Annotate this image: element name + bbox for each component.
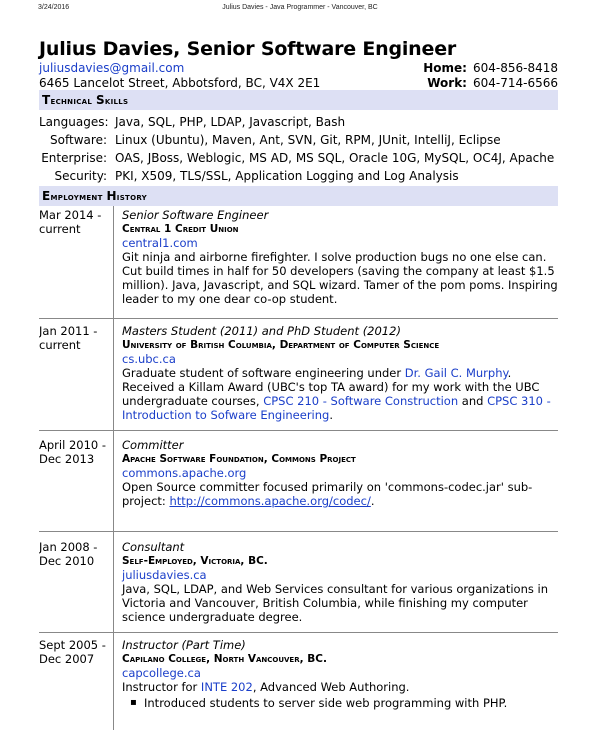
column-divider <box>113 206 114 730</box>
skill-row: Languages: Java, SQL, PHP, LDAP, Javascript, Bash <box>39 115 346 129</box>
job-url[interactable]: commons.apache.org <box>122 466 247 480</box>
technical-skills-heading: Technical Skills <box>39 90 558 110</box>
job-dates: April 2010 - Dec 2013 <box>39 438 107 466</box>
job-url[interactable]: cs.ubc.ca <box>122 352 176 366</box>
job-dates: Jan 2008 - Dec 2010 <box>39 540 98 568</box>
job-org: Central 1 Credit Union <box>122 223 239 235</box>
work-label: Work: <box>427 76 467 90</box>
skill-row: Enterprise: OAS, JBoss, Weblogic, MS AD, MS SQL, Oracle 10G, MySQL, OC4J, Apache <box>41 151 555 165</box>
work-phone: 604-714-6566 <box>472 76 558 90</box>
contact-right <box>423 61 558 91</box>
skills-list <box>39 113 554 185</box>
job-description: Instructor for INTE 202, Advanced Web Authoring. <box>122 680 410 694</box>
job-title: Instructor (Part Time) <box>122 638 246 652</box>
job-url[interactable]: capcollege.ca <box>122 666 201 680</box>
entry-separator <box>39 318 558 319</box>
job-title: Senior Software Engineer <box>122 208 269 222</box>
job-dates: Mar 2014 - current <box>39 208 102 236</box>
course-link-cpsc310[interactable]: CPSC 310 - Introduction to Sofware Engineering <box>122 394 551 422</box>
print-doc-title: Julius Davies - Java Programmer - Vancouver, BC <box>222 4 378 11</box>
job-description: Git ninja and airborne firefighter. I solve production bugs no one else can. Cut build times in half for 50 developers (saving the company at least $1.5 million). Java, Javascript, and SQL wizard. Tamer of the pom poms. Inspiring leader to my one dear co-op student. <box>122 250 558 306</box>
job-url[interactable]: central1.com <box>122 236 198 250</box>
job-description: Graduate student of software engineering under Dr. Gail C. Murphy. Received a Killam Award (UBC's top TA award) for my work with the UBC undergraduate courses, CPSC 210 - Software Construction and CPSC 310 - Introduction to Sofware Engineering. <box>122 366 551 422</box>
codec-link[interactable]: http://commons.apache.org/codec/ <box>169 494 371 508</box>
job-title: Committer <box>122 438 184 452</box>
home-label: Home: <box>423 61 467 75</box>
entry-separator <box>39 531 558 532</box>
job-bullet: ▪ Introduced students to server side web programming with PHP. <box>122 696 558 710</box>
job-title: Consultant <box>122 540 185 554</box>
course-link-inte202[interactable]: INTE 202 <box>200 680 253 694</box>
job-description: Java, SQL, LDAP, and Web Services consultant for various organizations in Victoria and Vancouver, British Columbia, while finishing my computer science undergraduate degree. <box>122 582 548 624</box>
job-url[interactable]: juliusdavies.ca <box>122 568 207 582</box>
job-dates: Jan 2011 - current <box>39 324 98 352</box>
skill-row: Software: Linux (Ubuntu), Maven, Ant, SVN, Git, RPM, JUnit, IntelliJ, Eclipse <box>50 133 501 147</box>
employment-history-heading: Employment History <box>39 186 558 206</box>
job-description: Open Source committer focused primarily on 'commons-codec.jar' sub-project: http://commons.apache.org/codec/. <box>122 480 533 508</box>
course-link-cpsc210[interactable]: CPSC 210 - Software Construction <box>263 394 459 408</box>
job-org: Self-Employed, Victoria, BC. <box>122 555 268 567</box>
job-org: Apache Software Foundation, Commons Project <box>122 453 356 465</box>
contact-left <box>39 61 320 91</box>
job-org: Capilano College, North Vancouver, BC. <box>122 653 327 665</box>
email-link[interactable]: juliusdavies@gmail.com <box>39 61 185 75</box>
address: 6465 Lancelot Street, Abbotsford, BC, V4X 2E1 <box>39 76 321 90</box>
entry-separator <box>39 430 558 431</box>
print-header <box>38 4 562 16</box>
advisor-link[interactable]: Dr. Gail C. Murphy <box>404 366 508 380</box>
skill-row: Security: PKI, X509, TLS/SSL, Application Logging and Log Analysis <box>54 169 459 183</box>
print-date: 3/24/2016 <box>38 4 70 11</box>
entry-separator <box>39 632 558 633</box>
job-org: University of British Columbia, Department of Computer Science <box>122 339 440 351</box>
employment-history <box>39 206 558 730</box>
home-phone: 604-856-8418 <box>472 61 558 75</box>
job-dates: Sept 2005 - Dec 2007 <box>39 638 106 666</box>
resume-name: Julius Davies, Senior Software Engineer <box>39 38 457 60</box>
job-title: Masters Student (2011) and PhD Student (2012) <box>122 324 401 338</box>
